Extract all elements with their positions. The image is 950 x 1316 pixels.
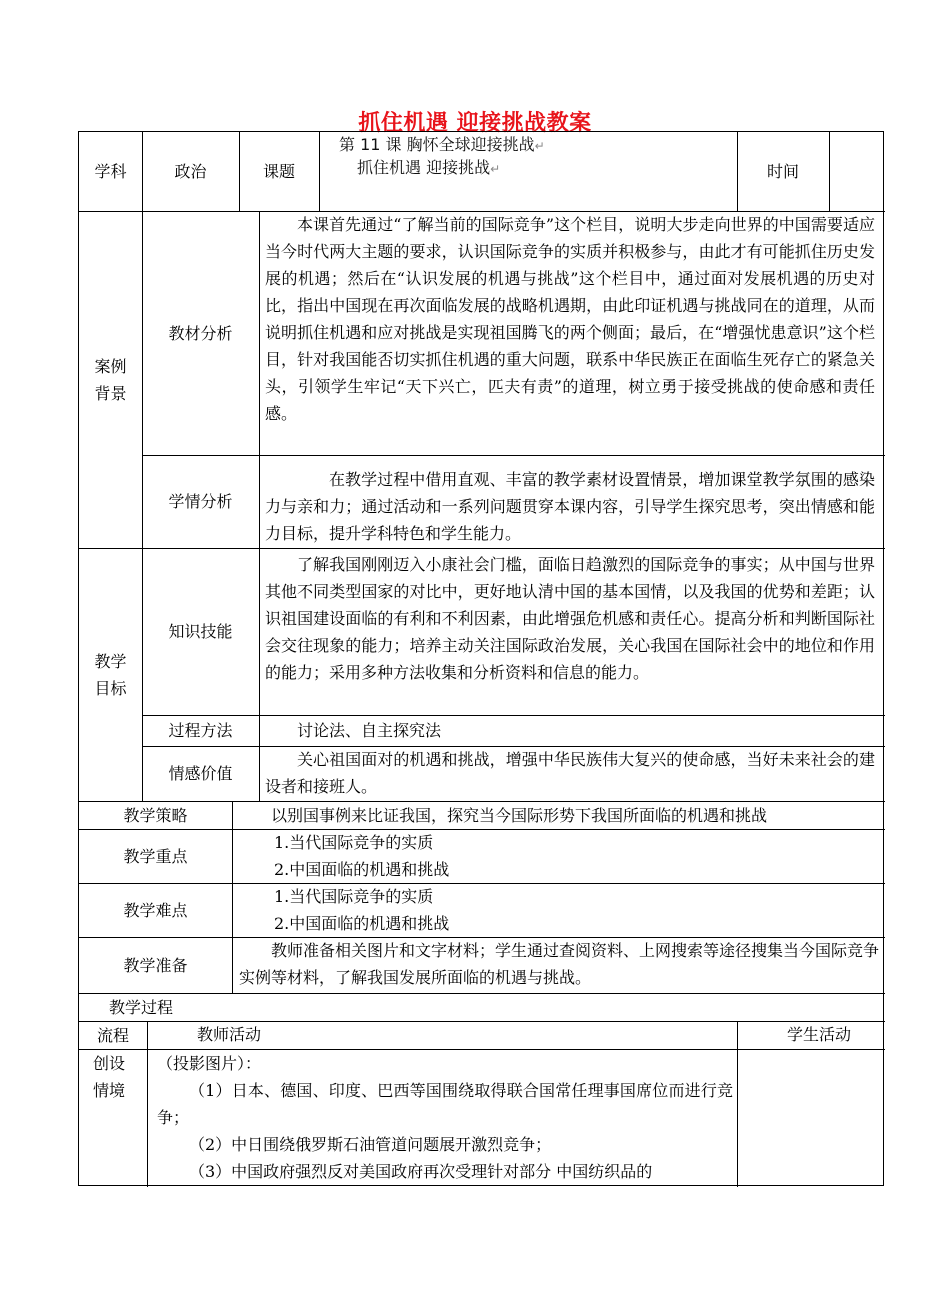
col-divider (259, 211, 260, 801)
topic-label: 课题 (262, 162, 295, 181)
process-label: 教学过程 (109, 998, 174, 1017)
learner-analysis-label: 学情分析 (168, 492, 233, 511)
col-divider (737, 1021, 738, 1187)
key-points-label: 教学重点 (123, 846, 188, 866)
lesson-title (333, 134, 633, 194)
strategy-label: 教学策略 (123, 805, 188, 825)
return-mark-icon: ↵ (490, 162, 501, 176)
background-label: 案例背景 (94, 356, 127, 403)
subject-label: 学科 (94, 162, 127, 181)
textbook-analysis-text: 本课首先通过“了解当前的国际竞争”这个栏目，说明大步走向世界的中国需要适应当今时代两大主题的要求，认识国际竞争的实质并积极参与，由此才有可能抓住历史发展的机遇；然后在“认识发展的机遇与挑战”这个栏目中，通过面对发展机遇的历史对比，指出中国现在再次面临发展的战略机遇期，由此印证机遇与挑战同在的道理，从而说明抓住机遇和应对挑战是实现祖国腾飞的两个侧面；最后，在“增强忧患意识”这个栏目，针对我国能否切实抓住机遇的重大问题，联系中华民族正在面临生死存亡的紧急关头，引领学生牢记“天下兴亡，匹夫有责”的道理，树立勇于接受挑战的使命感和责任感。 (265, 215, 875, 423)
process-method-label: 过程方法 (168, 721, 233, 740)
emotion-value-label: 情感价值 (168, 764, 233, 783)
strategy-text: 以别国事例来比证我国，探究当今国际形势下我国所面临的机遇和挑战 (271, 806, 768, 825)
time-label: 时间 (766, 162, 799, 181)
document-title: 抓住机遇 迎接挑战教案 (358, 111, 592, 136)
difficult-point-item: 2.中国面临的机遇和挑战 (274, 914, 450, 933)
difficult-points-list (274, 883, 874, 937)
preparation-label: 教学准备 (123, 955, 188, 975)
activity-item: （2）中日围绕俄罗斯石油管道问题展开激烈竞争； (189, 1135, 552, 1154)
textbook-analysis-label: 教材分析 (168, 323, 233, 343)
col-divider (829, 132, 830, 211)
process-method-text: 讨论法、自主探究法 (297, 721, 442, 740)
knowledge-skills-label: 知识技能 (168, 622, 233, 641)
teacher-activity (157, 1050, 733, 1185)
return-mark-icon: ↵ (534, 139, 545, 153)
col-divider (147, 1021, 148, 1187)
activity-item: （3）中国政府强烈反对美国政府再次受理针对部分 中国纺织品的 (189, 1162, 653, 1181)
stage-label: 创设情境 (93, 1054, 126, 1100)
preparation-text: 教师准备相关图片和文字材料；学生通过查阅资料、上网搜索等途径搜集当今国际竞争实例等材料，了解我国发展所面临的机遇与挑战。 (239, 941, 880, 987)
lesson-plan-table (78, 131, 884, 1186)
activity-item: （1）日本、德国、印度、巴西等国围绕取得联合国常任理事国席位而进行竞争； (157, 1081, 733, 1127)
goals-label: 教学目标 (94, 651, 127, 698)
emotion-value-text: 关心祖国面对的机遇和挑战，增强中华民族伟大复兴的使命感，当好未来社会的建设者和接班人。 (265, 750, 875, 796)
learner-analysis-text: 在教学过程中借用直观、丰富的教学素材设置情景，增加课堂教学氛围的感染力与亲和力；通过活动和一系列问题贯穿本课内容，引导学生探究思考，突出情感和能力目标，提升学科特色和学生能力。 (265, 470, 875, 543)
lesson-title-line2: 抓住机遇 迎接挑战 (357, 158, 491, 177)
difficult-points-label: 教学难点 (123, 900, 188, 920)
key-point-item: 1.当代国际竞争的实质 (274, 833, 434, 852)
knowledge-skills-text: 了解我国刚刚迈入小康社会门槛，面临日趋激烈的国际竞争的事实；从中国与世界其他不同类型国家的对比中，更好地认清中国的基本国情，以及我国的优势和差距；认识祖国建设面临的有利和不利因素，由此增强危机感和责任心。提高分析和判断国际社会交往现象的能力；培养主动关注国际政治发展，关心我国在国际社会中的地位和作用的能力；采用多种方法收集和分析资料和信息的能力。 (265, 555, 875, 682)
flow-column-header: 流程 (96, 1025, 129, 1045)
activity-intro: （投影图片）： (157, 1054, 262, 1073)
col-divider (319, 132, 320, 211)
key-points-list (274, 829, 874, 883)
key-point-item: 2.中国面临的机遇和挑战 (274, 860, 450, 879)
student-column-header: 学生活动 (787, 1025, 852, 1044)
difficult-point-item: 1.当代国际竞争的实质 (274, 887, 434, 906)
teacher-column-header: 教师活动 (197, 1025, 262, 1044)
lesson-title-line1: 第 11 课 胸怀全球迎接挑战 (339, 135, 535, 154)
subject-value: 政治 (174, 162, 207, 181)
col-divider (232, 801, 233, 993)
